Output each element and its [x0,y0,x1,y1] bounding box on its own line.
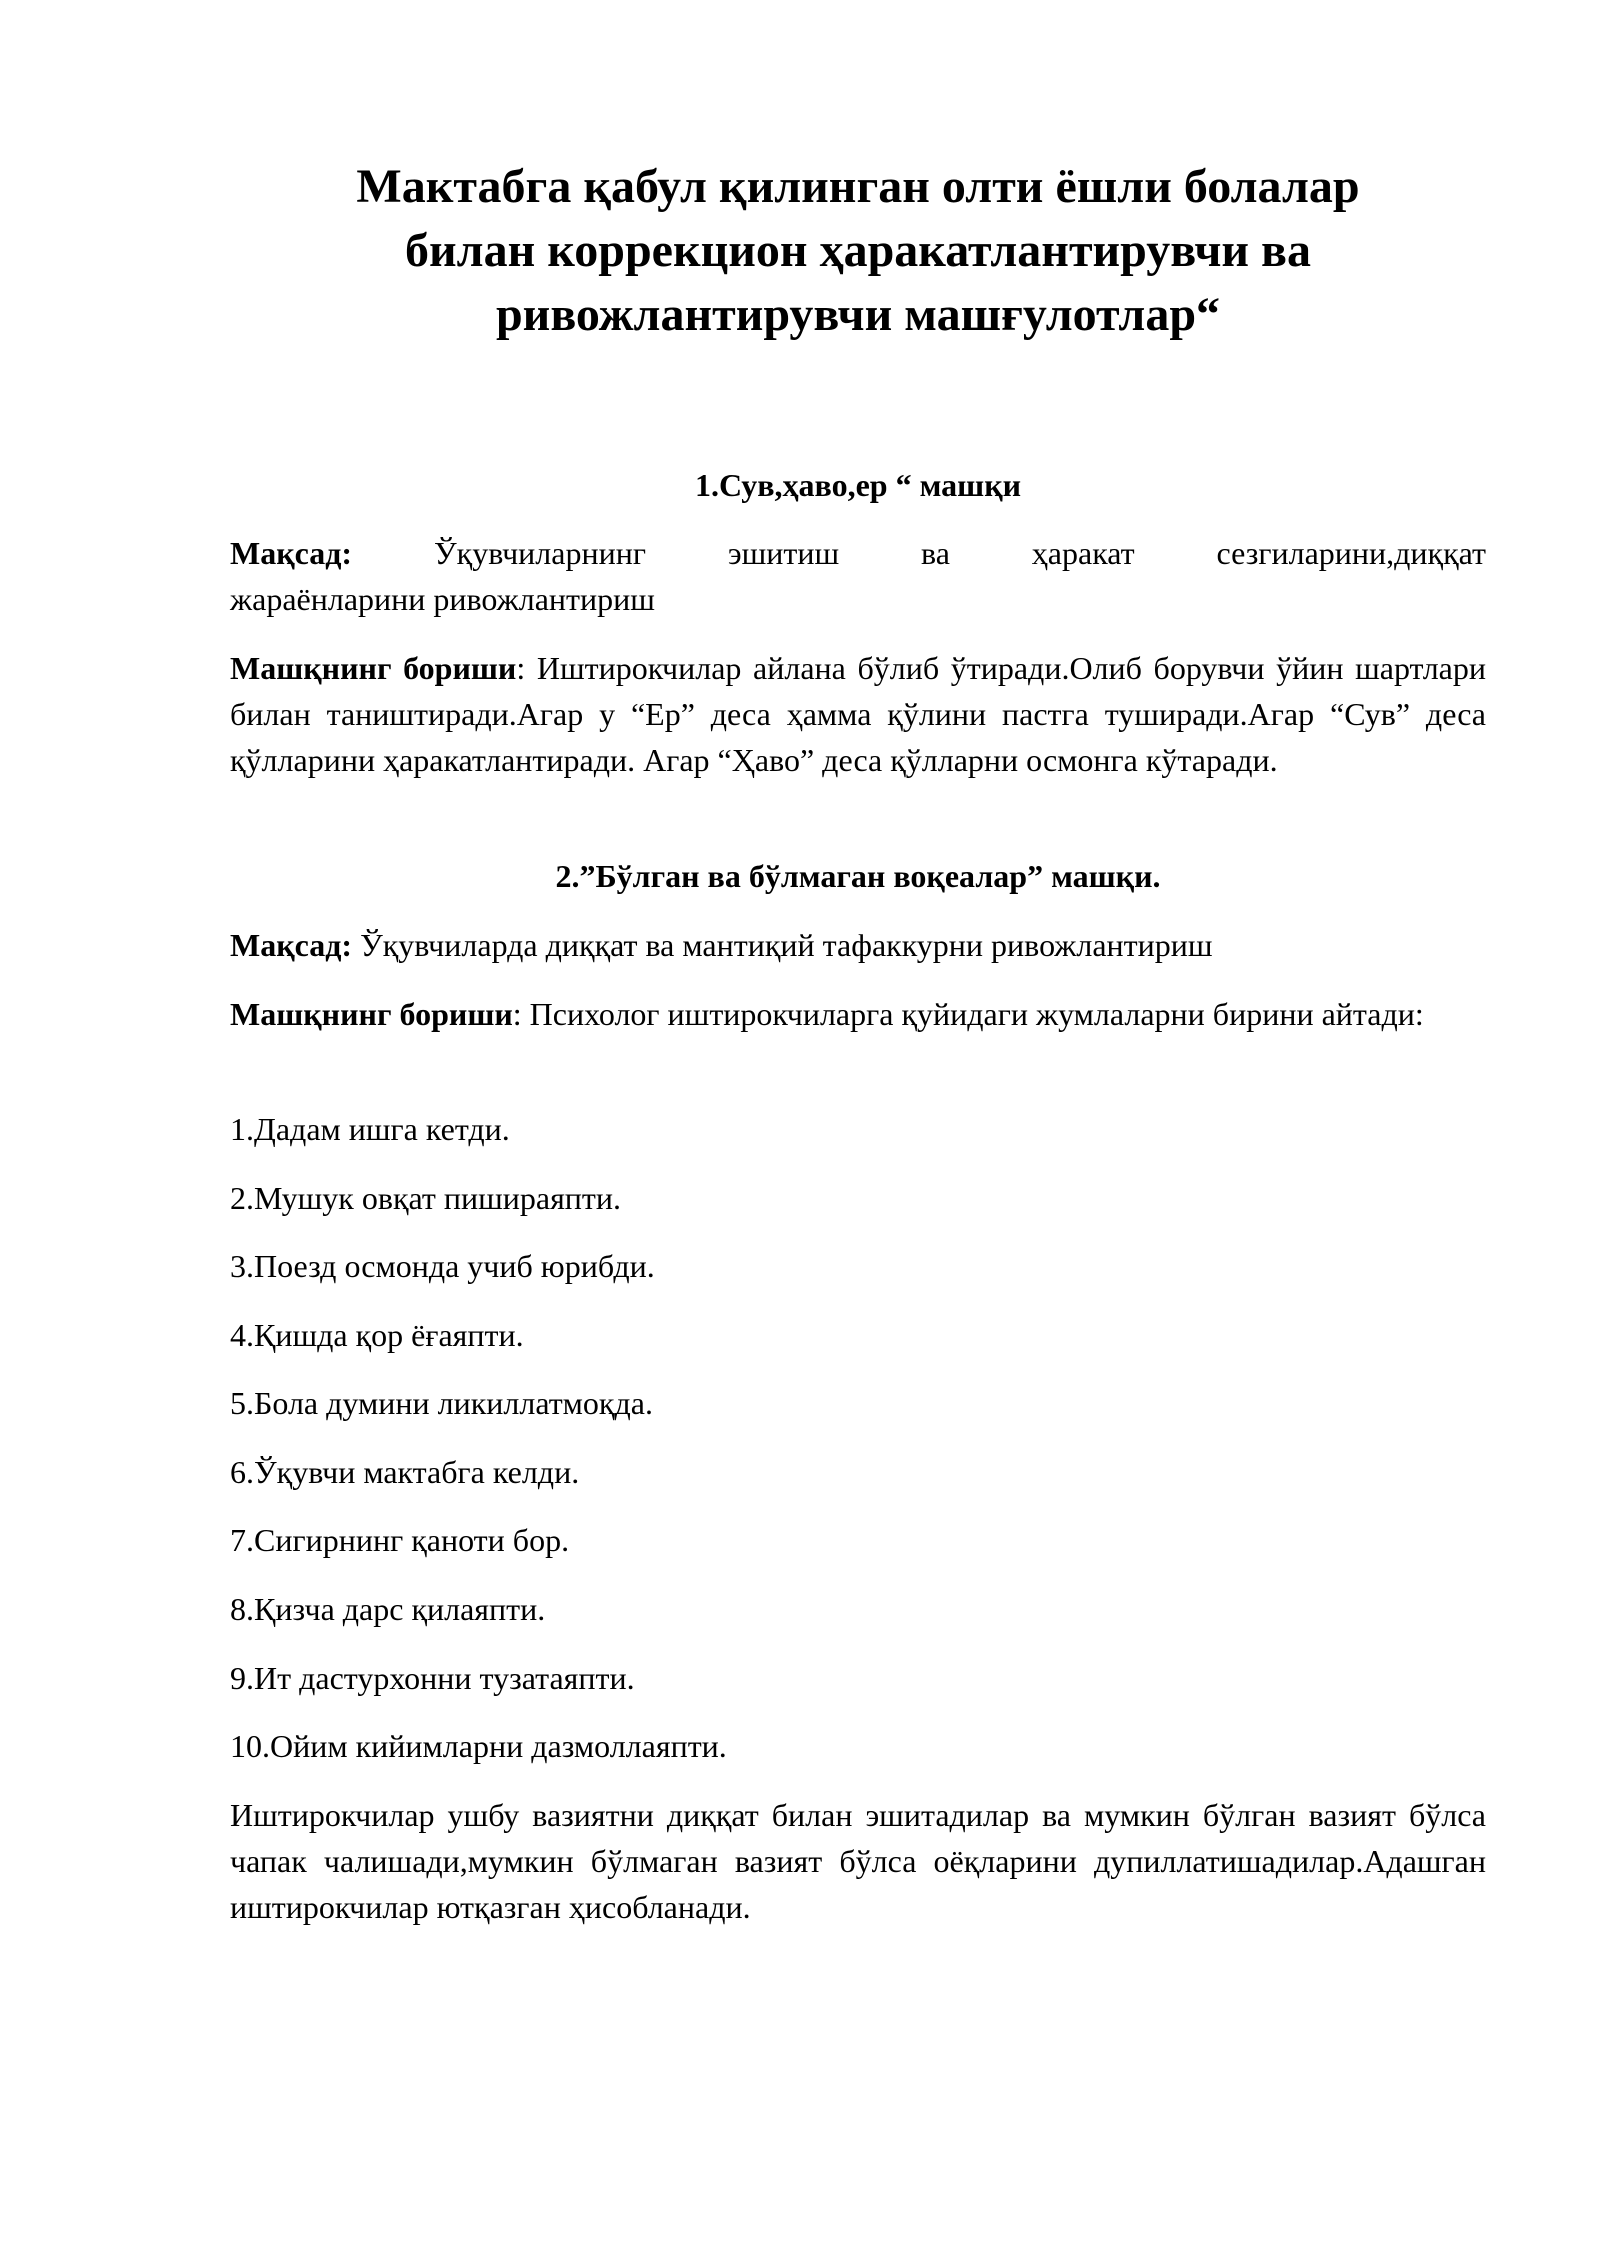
exercise-2-goal [230,922,1486,968]
sentence-item: 5.Бола думини ликиллатмоқда. [230,1385,653,1421]
sentence-item: 2.Мушук овқат пишираяпти. [230,1180,622,1216]
exercise-2-procedure-label: Машқнинг бориши [230,996,513,1032]
sentence-item: 9.Ит дастурхонни тузатаяпти. [230,1660,635,1696]
exercise-2-procedure-text: : Психолог иштирокчиларга қуйидаги жумлаларни бирини айтади: [512,996,1424,1032]
exercise-2-heading: 2.”Бўлган ва бўлмаган воқеалар” машқи. [555,858,1161,894]
title-line-3: ривожлантирувчи машғулотлар“ [495,288,1221,341]
exercise-1-goal-line-1 [230,530,1486,576]
sentence-item: 4.Қишда қор ёғаяпти. [230,1317,524,1353]
exercise-1-goal-label: Мақсад: [230,535,353,571]
sentence-item: 8.Қизча дарс қилаяпти. [230,1591,546,1627]
exercise-1-goal-text-1: Ўқувчиларнинг эшитиш ва ҳаракат сезгиларини,диққат [433,535,1487,571]
exercise-2-procedure [230,991,1486,1037]
exercise-2-closing: Иштирокчилар ушбу вазиятни диққат билан эшитадилар ва мумкин бўлган вазият бўлса чапак чалишади,мумкин бўлмаган вазият бўлса оёқларини дупиллатишадилар.Адашган иштирокчилар ютқазган ҳисобланади. [230,1797,1486,1925]
sentence-item: 3.Поезд осмонда учиб юрибди. [230,1248,655,1284]
document-title [230,155,1486,347]
sentence-item: 6.Ўқувчи мактабга келди. [230,1454,580,1490]
title-line-2: билан коррекцион ҳаракатлантирувчи ва [405,224,1311,277]
exercise-2-goal-label: Мақсад: [230,927,353,963]
exercise-1-procedure-label: Машқнинг бориши [230,650,517,686]
exercise-1-procedure-text: : Иштирокчилар айлана бўлиб ўтиради.Олиб борувчи ўйин шартлари билан таништиради.Агар у “Ер” деса ҳамма қўлини пастга туширади.Агар “Сув” деса қўлларини ҳаракатлантиради. Агар “Ҳаво” деса қўлларни осмонга кўтаради. [230,650,1487,778]
exercise-1-procedure [230,645,1486,783]
exercise-1-heading: 1.Сув,ҳаво,ер “ машқи [694,467,1022,503]
sentence-item: 10.Ойим кийимларни дазмоллаяпти. [230,1728,727,1764]
exercise-2-goal-text: Ўқувчиларда диққат ва мантиқий тафаккурни ривожлантириш [352,927,1213,963]
sentence-item: 7.Сигирнинг қаноти бор. [230,1522,570,1558]
exercise-1-goal-text-2: жараёнларини ривожлантириш [230,581,655,617]
sentence-item: 1.Дадам ишга кетди. [230,1111,510,1147]
title-line-1: Мактабга қабул қилинган олти ёшли болалар [356,160,1360,213]
exercise-1-goal-line-2 [230,576,1486,622]
